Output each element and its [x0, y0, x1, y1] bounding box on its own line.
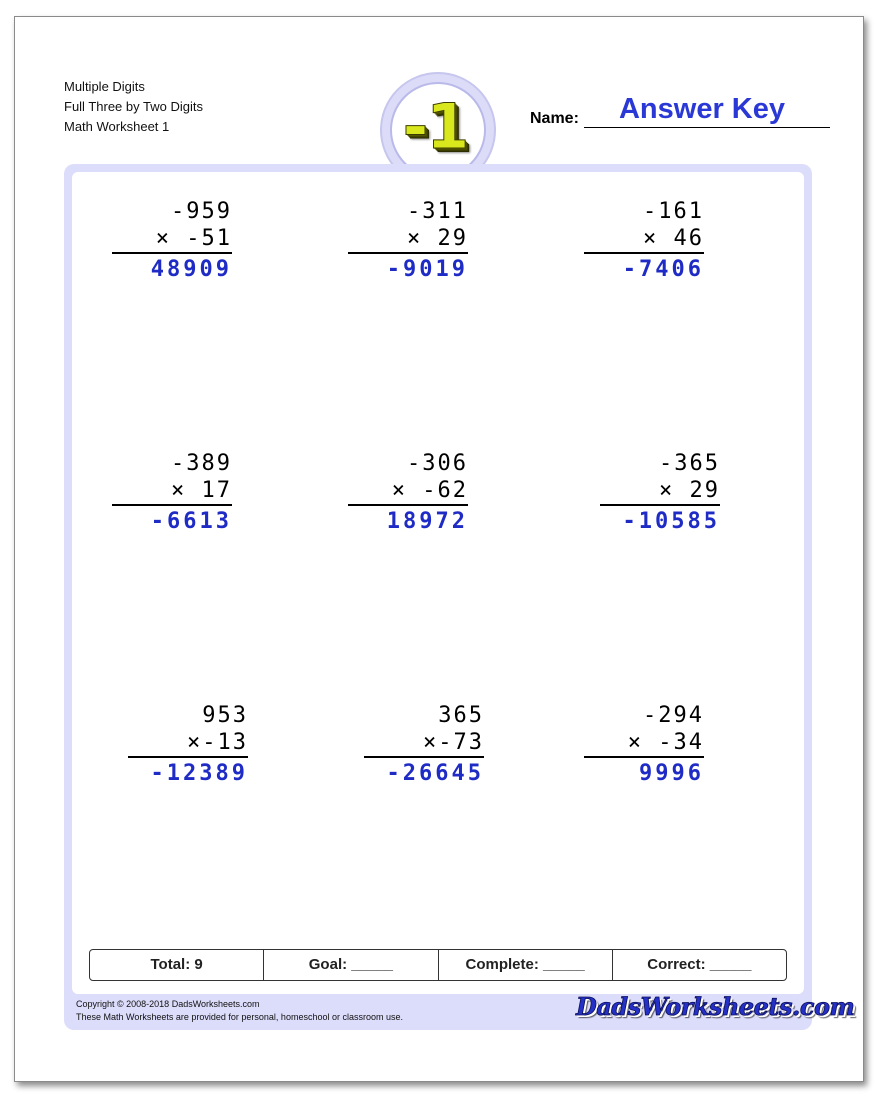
problem-5 [348, 451, 468, 536]
answer: -26645 [386, 761, 484, 786]
answer: 18972 [386, 509, 468, 534]
multiplier: × 46 [584, 226, 704, 254]
score-complete: Complete: _____ [439, 950, 613, 980]
score-goal: Goal: _____ [264, 950, 438, 980]
multiplicand: -959 [171, 199, 232, 224]
problems-frame [64, 164, 855, 1030]
meta-subtitle: Full Three by Two Digits [64, 99, 203, 114]
multiplier: × -34 [584, 730, 704, 758]
problem-8 [364, 703, 484, 788]
multiplicand: 365 [438, 703, 484, 728]
answer: -6613 [150, 509, 232, 534]
problem-6 [600, 451, 720, 536]
multiplier: ×-13 [128, 730, 248, 758]
multiplier: × -51 [112, 226, 232, 254]
answer: -10585 [622, 509, 720, 534]
problem-1 [112, 199, 232, 284]
multiplicand: -306 [407, 451, 468, 476]
copyright-notice [76, 998, 403, 1024]
worksheet-meta [64, 77, 203, 137]
problem-9 [584, 703, 704, 788]
multiplicand: -389 [171, 451, 232, 476]
usage-line: These Math Worksheets are provided for personal, homeschool or classroom use. [76, 1012, 403, 1022]
multiplier: × 17 [112, 478, 232, 506]
name-label: Name: [530, 110, 579, 127]
answer: -12389 [150, 761, 248, 786]
name-value: Answer Key [618, 93, 785, 125]
copyright-line: Copyright © 2008-2018 DadsWorksheets.com [76, 999, 260, 1009]
multiplier: × 29 [600, 478, 720, 506]
score-correct: Correct: _____ [647, 956, 752, 973]
score-box [89, 949, 787, 981]
meta-worksheet-title: Math Worksheet 1 [64, 119, 170, 134]
answer: 48909 [150, 257, 232, 282]
problem-3 [584, 199, 704, 284]
answer: -7406 [622, 257, 704, 282]
multiplicand: -365 [659, 451, 720, 476]
multiplier: × -62 [348, 478, 468, 506]
badge-number: -1 [402, 90, 468, 163]
multiplicand: 953 [202, 703, 248, 728]
answer: 9996 [639, 761, 704, 786]
answer: -9019 [386, 257, 468, 282]
score-total: Total: 9 [90, 950, 264, 980]
problem-7 [128, 703, 248, 788]
multiplier: ×-73 [364, 730, 484, 758]
problem-2 [348, 199, 468, 284]
multiplicand: -311 [407, 199, 468, 224]
dadsworksheets-logo: DadsWorksheets.com [576, 992, 855, 1021]
multiplier: × 29 [348, 226, 468, 254]
meta-category: Multiple Digits [64, 79, 145, 94]
multiplicand: -294 [643, 703, 704, 728]
name-line [584, 127, 830, 128]
multiplicand: -161 [643, 199, 704, 224]
problem-4 [112, 451, 232, 536]
